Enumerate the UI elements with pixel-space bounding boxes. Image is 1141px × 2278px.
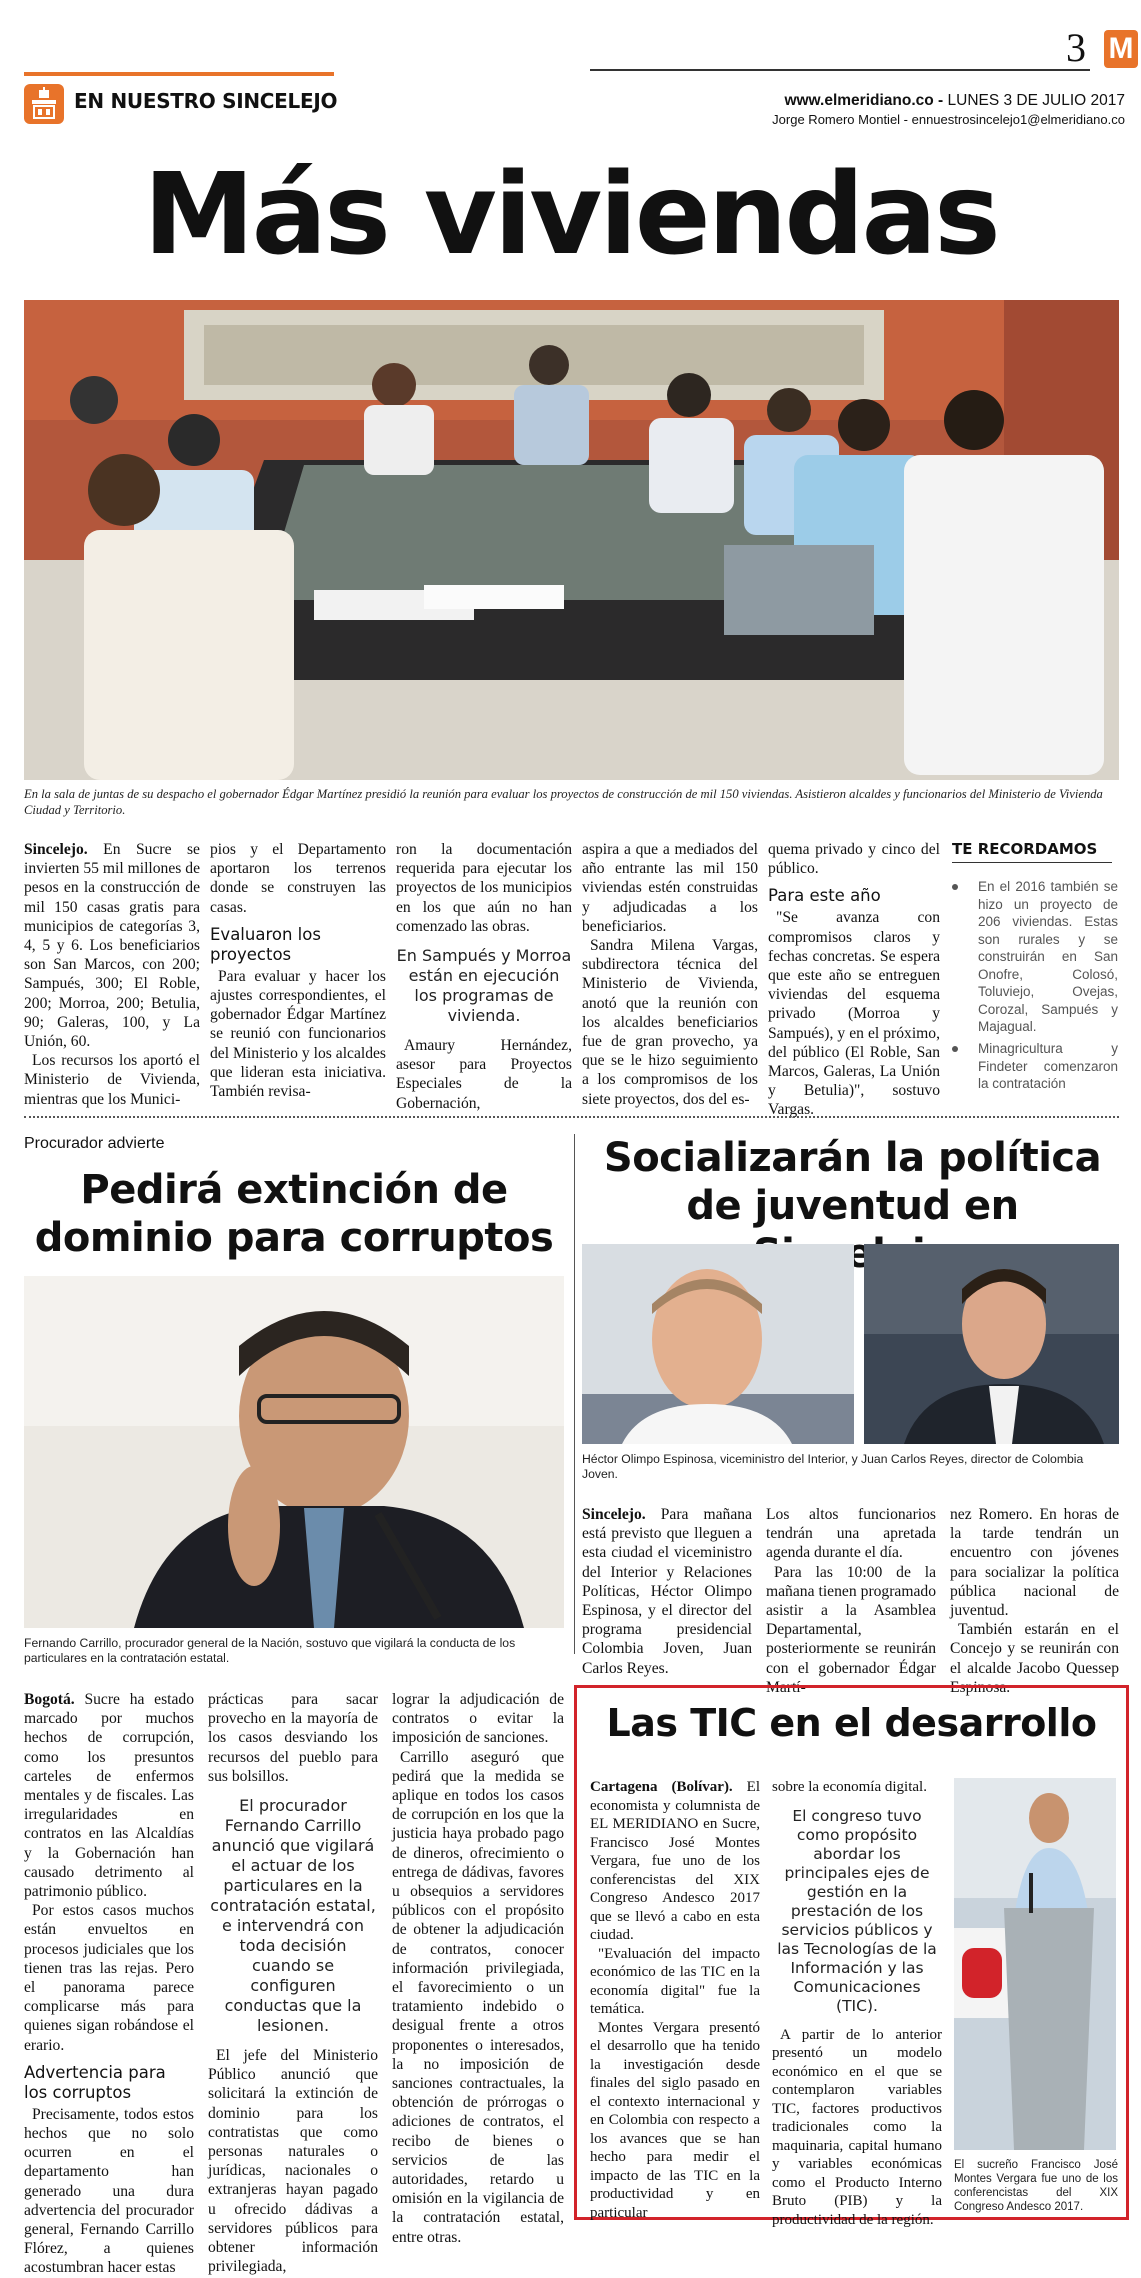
tic-photo-caption: El sucreño Francisco José Montes Vergara fue uno de los conferencistas del XIX Congreso Andesco 2017. xyxy=(954,2159,1118,2213)
logo xyxy=(1104,30,1138,68)
sidebar-item-text: Minagricultura y Findeter comenzaron la contratación xyxy=(978,1041,1118,1091)
procurador-col-2 xyxy=(208,1690,378,2276)
procurador-col1-p2: Por estos casos muchos están envueltos en procesos judiciales que los tienen tras las rejas. Pero el panorama parece complicarse más para quienes sigan robándose el erario. xyxy=(24,1902,194,2054)
main-col-2 xyxy=(210,840,386,1101)
date: LUNES 3 DE JULIO 2017 xyxy=(947,92,1125,109)
director-photo-illustration xyxy=(864,1244,1119,1444)
procurador-col1-lead: Bogotá. xyxy=(24,1691,75,1708)
main-col5-p2: "Se avanza con compromisos claros y fechas concretas. Se espera que este año se entreguen viviendas del esquema privado (Morroa y Sampués), y en el próximo, del público (El Roble, San Marcos, Galeras, La Unión y Betulia)", sostuvo Vargas. xyxy=(768,909,940,1119)
main-col3-p1: ron la documentación requerida para ejecutar los proyectos de los municipios en los que aún no han comenzado las obras. xyxy=(396,841,572,935)
website: www.elmeridiano.co - xyxy=(784,92,944,109)
bullet-icon xyxy=(952,1046,958,1052)
section-title: EN NUESTRO SINCELEJO xyxy=(74,89,338,113)
logo-letter: M xyxy=(1108,32,1134,65)
page-number: 3 xyxy=(1066,25,1086,70)
main-col3-pullquote: En Sampués y Morroa están en ejecución los programas de vivienda. xyxy=(396,946,572,1026)
main-col-1 xyxy=(24,840,200,1109)
main-col2-p2: Para evaluar y hacer los ajustes correspondientes, el gobernador Édgar Martínez se reunió con funcionarios del Ministerio y los alcaldes que lideran esta iniciativa. También revisa- xyxy=(210,967,386,1101)
juventud-photo-right xyxy=(864,1244,1119,1444)
procurador-kicker: Procurador advierte xyxy=(24,1135,165,1152)
tic-col1-p2: "Evaluación del impacto económico de las TIC en la economía digital" fue la temática. xyxy=(590,1945,760,2017)
juventud-col2-p1: Los altos funcionarios tendrán una apretada agenda durante el día. xyxy=(766,1506,936,1562)
section-divider xyxy=(24,1116,1119,1118)
tic-photo xyxy=(954,1778,1116,2150)
juventud-col1-lead: Sincelejo. xyxy=(582,1506,646,1523)
procurador-photo xyxy=(24,1276,564,1628)
juventud-photo-caption: Héctor Olimpo Espinosa, viceministro del Interior, y Juan Carlos Reyes, director de Colombia Joven. xyxy=(582,1452,1084,1481)
bullet-icon xyxy=(952,884,958,890)
main-col5-subhead: Para este año xyxy=(768,886,881,906)
main-col-3 xyxy=(396,840,572,1113)
meeting-photo-caption: En la sala de juntas de su despacho el gobernador Édgar Martínez presidió la reunión para evaluar los proyectos de construcción de mil 150 viviendas. Asistieron alcaldes y funcionarios del Ministerio de Vivienda Ciudad y Territorio. xyxy=(24,787,1103,817)
procurador-col3-p2: Carrillo aseguró que pedirá que la medida se aplique en todos los casos de corrupción en los que la justicia haya probado pago de dineros, ofrecimiento o entrega de dádivas, favores u obsequios a servidores públicos con el propósito de obtener la adjudicación de contratos, conocer información privilegiada, el favorecimiento o un tratamiento indebido o desigual frente a otros proponentes o interesados, la no imposición de sanciones contractuales, la obtención de prórrogas o adiciones de contratos, el recibo de bienes o servicios de las autoridades, retardo u omisión en la vigilancia de la contratación estatal, entre otras. xyxy=(392,1748,564,2246)
procurador-col2-p2: El jefe del Ministerio Público anunció que solicitará la extinción de dominio para los contratistas que como personas naturales o jurídicas, nacionales o extranjeras hayan pagado u ofrecido dádivas a servidores públicos para obtener información privilegiada, xyxy=(208,2047,378,2276)
procurador-col1-subhead: Advertencia para los corruptos xyxy=(24,2062,166,2102)
procurador-photo-caption: Fernando Carrillo, procurador general de la Nación, sostuvo que vigilará la conducta de los particulares en la contratación estatal. xyxy=(24,1636,516,1665)
sidebar-item xyxy=(952,1040,1118,1093)
procurador-col2-pullquote: El procurador Fernando Carrillo anunció que vigilará el actuar de los particulares en la contratación estatal, e intervendrá con toda decisión cuando se configuren conductas que la lesionen. xyxy=(210,1796,376,2036)
sidebar-rule xyxy=(952,862,1112,863)
juventud-col-2 xyxy=(766,1505,936,1697)
juventud-col3-p1: nez Romero. En horas de la tarde tendrán un encuentro con jóvenes para socializar la política pública nacional de juventud. xyxy=(950,1506,1119,1620)
section-bar xyxy=(24,72,334,76)
sidebar-item xyxy=(952,878,1118,1036)
procurador-col-3 xyxy=(392,1690,564,2247)
procurador-headline: Pedirá extinción de dominio para corruptos xyxy=(34,1167,554,1261)
procurador-col1-p1: Sucre ha estado marcado por muchos hechos de corrupción, como los presuntos carteles de enfermos mentales y de fiscales. Las irregularidades en contratos en las Alcaldías y la Gobernación han causado detrimento al patrimonio público. xyxy=(24,1691,194,1901)
meeting-photo xyxy=(24,300,1119,780)
main-col-4 xyxy=(582,840,758,1109)
main-headline: Más viviendas xyxy=(143,150,998,280)
tic-col-2 xyxy=(772,1778,942,2229)
tic-col1-lead: Cartagena (Bolívar). xyxy=(590,1779,733,1795)
tic-col1-p1: El economista y columnista de EL MERIDIANO en Sucre, Francisco José Montes Vergara, fue uno de los conferencistas del XIX Congreso Andesco 2017 que se llevó a cabo en esta ciudad. xyxy=(590,1779,760,1943)
procurador-col2-p1: prácticas para sacar provecho en la mayoría de los casos desviando los recursos del pueblo para sus bolsillos. xyxy=(208,1691,378,1785)
tic-col-1 xyxy=(590,1778,760,2222)
tic-col2-p2: A partir de lo anterior presentó un modelo económico en el que se contemplaron variables TIC, factores productivos tradicionales como la maquinaria, capital humano y variables económicas como el Producto Interno Bruto (PIB) y la productividad de la región. xyxy=(772,2026,942,2228)
main-col4-p1: aspira a que a mediados del año entrante las mil 150 viviendas estén construidas y adjudicadas a los beneficiarios. xyxy=(582,841,758,935)
tic-col2-p1: sobre la economía digital. xyxy=(772,1779,927,1795)
main-col1-p1: En Sucre se invierten 55 mil millones de pesos en la construcción de mil 150 casas gratis para municipios de categorías 3, 4, 5 y 6. Los beneficiarios son San Marcos, con 200; Sampués, 300; El Roble, 200; Morroa, 200; Betulia, 90; Galeras, 100, y La Unión, 60. xyxy=(24,841,200,1051)
main-col1-lead: Sincelejo. xyxy=(24,841,88,858)
tic-col1-p3: Montes Vergara presentó el desarrollo que ha tenido la investigación desde finales del siglo pasado en el contexto internacional y en Colombia con respecto a los avances que se han hecho para medir el impacto de las TIC en la productividad y en particular xyxy=(590,2019,760,2221)
juventud-col2-p2: Para las 10:00 de la mañana tienen programado asistir a la Asamblea Departamental, posteriormente se reunirán con el gobernador Édgar Martí- xyxy=(766,1563,936,1696)
building-icon xyxy=(24,84,64,124)
juventud-col3-p2: También estarán en el Concejo y se reunirán con el alcalde Jacobo Quessep Espinosa. xyxy=(950,1621,1119,1696)
juventud-col1-p1: Para mañana está previsto que lleguen a esta ciudad el viceministro del Interior y Relaciones Políticas, Héctor Olimpo Espinosa, y el director del programa presidencial Colombia Joven, Juan Carlos Reyes. xyxy=(582,1506,752,1677)
column-divider xyxy=(574,1134,575,1654)
juventud-col-1 xyxy=(582,1505,752,1678)
byline: Jorge Romero Montiel - ennuestrosincelejo1@elmeridiano.co xyxy=(772,112,1125,127)
procurador-photo-illustration xyxy=(24,1276,564,1628)
main-col5-p1: quema privado y cinco del público. xyxy=(768,841,940,878)
section-icon xyxy=(24,84,64,124)
tic-col2-pullquote: El congreso tuvo como propósito abordar los principales ejes de gestión en la prestación de los servicios públicos y las Tecnologías de la Información y las Comunicaciones (TIC). xyxy=(777,1806,937,2015)
juventud-headline: Socializarán la política de juventud en xyxy=(603,1135,1102,1229)
procurador-col1-p3: Precisamente, todos estos hechos que no solo ocurren en el departamento han generado una dura advertencia del procurador general, Fernando Carrillo Flórez, a quienes acostumbran hacer estas xyxy=(24,2105,194,2277)
sidebar-title: TE RECORDAMOS xyxy=(952,840,1098,858)
dateline xyxy=(784,92,1125,110)
viceministro-photo-illustration xyxy=(582,1244,854,1444)
header-top-rule xyxy=(590,69,1090,71)
main-col3-p2: Amaury Hernández, asesor para Proyectos Especiales de la Gobernación, xyxy=(396,1037,572,1112)
main-col2-subhead: Evaluaron los proyectos xyxy=(210,924,321,964)
procurador-col3-p1: lograr la adjudicación de contratos o evitar la imposición de sanciones. xyxy=(392,1691,564,1747)
speaker-photo-illustration xyxy=(954,1778,1116,2150)
main-col-5 xyxy=(768,840,940,1120)
main-col1-p2: Los recursos los aportó el Ministerio de Vivienda, mientras que los Munici- xyxy=(24,1052,200,1108)
main-col4-p2: Sandra Milena Vargas, subdirectora técnica del Ministerio de Vivienda, anotó que la reunión con los alcaldes beneficiarios fue de gran provecho, ya que se le hizo seguimiento a los compromisos de los siete proyectos, dos del es- xyxy=(582,937,758,1108)
tic-headline: Las TIC en el desarrollo xyxy=(606,1701,1097,1745)
sidebar-item-text: En el 2016 también se hizo un proyecto de 206 viviendas. Estas son rurales y se construirán en San Onofre, Colosó, Toluviejo, Ovejas, Corozal, Sampués y Majagual. xyxy=(978,879,1118,1034)
meeting-photo-illustration xyxy=(24,300,1119,780)
main-col2-p1: pios y el Departamento aportaron los terrenos donde se construyen las casas. xyxy=(210,841,386,916)
juventud-col-3 xyxy=(950,1505,1119,1697)
procurador-col-1 xyxy=(24,1690,194,2278)
juventud-photo-left xyxy=(582,1244,854,1444)
